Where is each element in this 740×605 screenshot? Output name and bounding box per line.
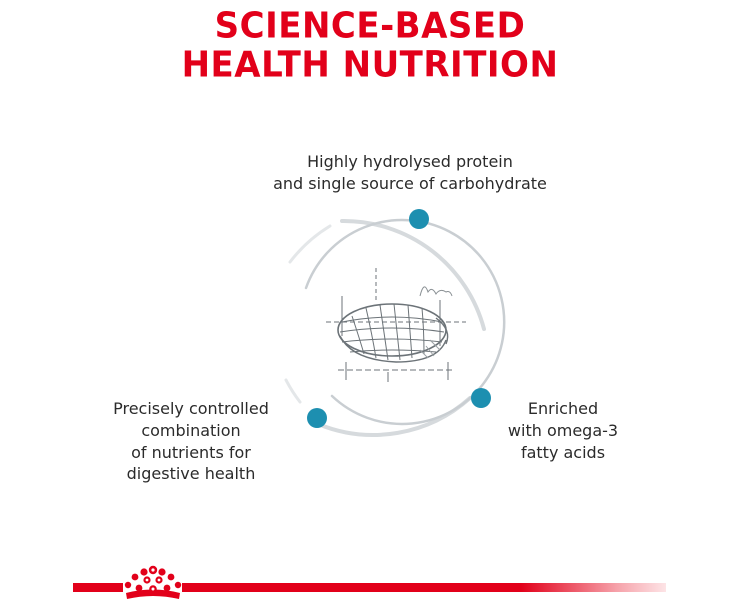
benefit-right-line-1: Enriched — [527, 399, 599, 418]
benefit-right-line-2: with omega-3 — [507, 421, 619, 440]
benefit-right-line-3: fatty acids — [520, 443, 606, 462]
benefit-left-line-2: combination — [141, 421, 241, 440]
orbit-arcs — [286, 220, 504, 435]
footer-bar-left — [73, 583, 123, 592]
benefit-dot-top — [409, 209, 429, 229]
orbit-arc-top — [342, 221, 484, 329]
headline-line-1: SCIENCE-BASED — [214, 5, 526, 47]
benefit-dot-right — [471, 388, 491, 408]
benefit-dot-left — [307, 408, 327, 428]
royal-canin-crown-logo — [118, 562, 188, 604]
benefit-top-line-2: and single source of carbohydrate — [273, 174, 547, 193]
kibble-sketch-icon — [326, 268, 466, 382]
orbit-arc-lower-left — [286, 380, 300, 402]
benefit-left-line-4: digestive health — [126, 464, 256, 483]
headline-line-2: HEALTH NUTRITION — [181, 44, 559, 86]
benefit-top-line-1: Highly hydrolysed protein — [307, 152, 513, 171]
benefit-left-line-1: Precisely controlled — [113, 399, 269, 418]
footer-bar-right — [182, 583, 666, 592]
benefit-left-line-3: of nutrients for — [131, 443, 251, 462]
